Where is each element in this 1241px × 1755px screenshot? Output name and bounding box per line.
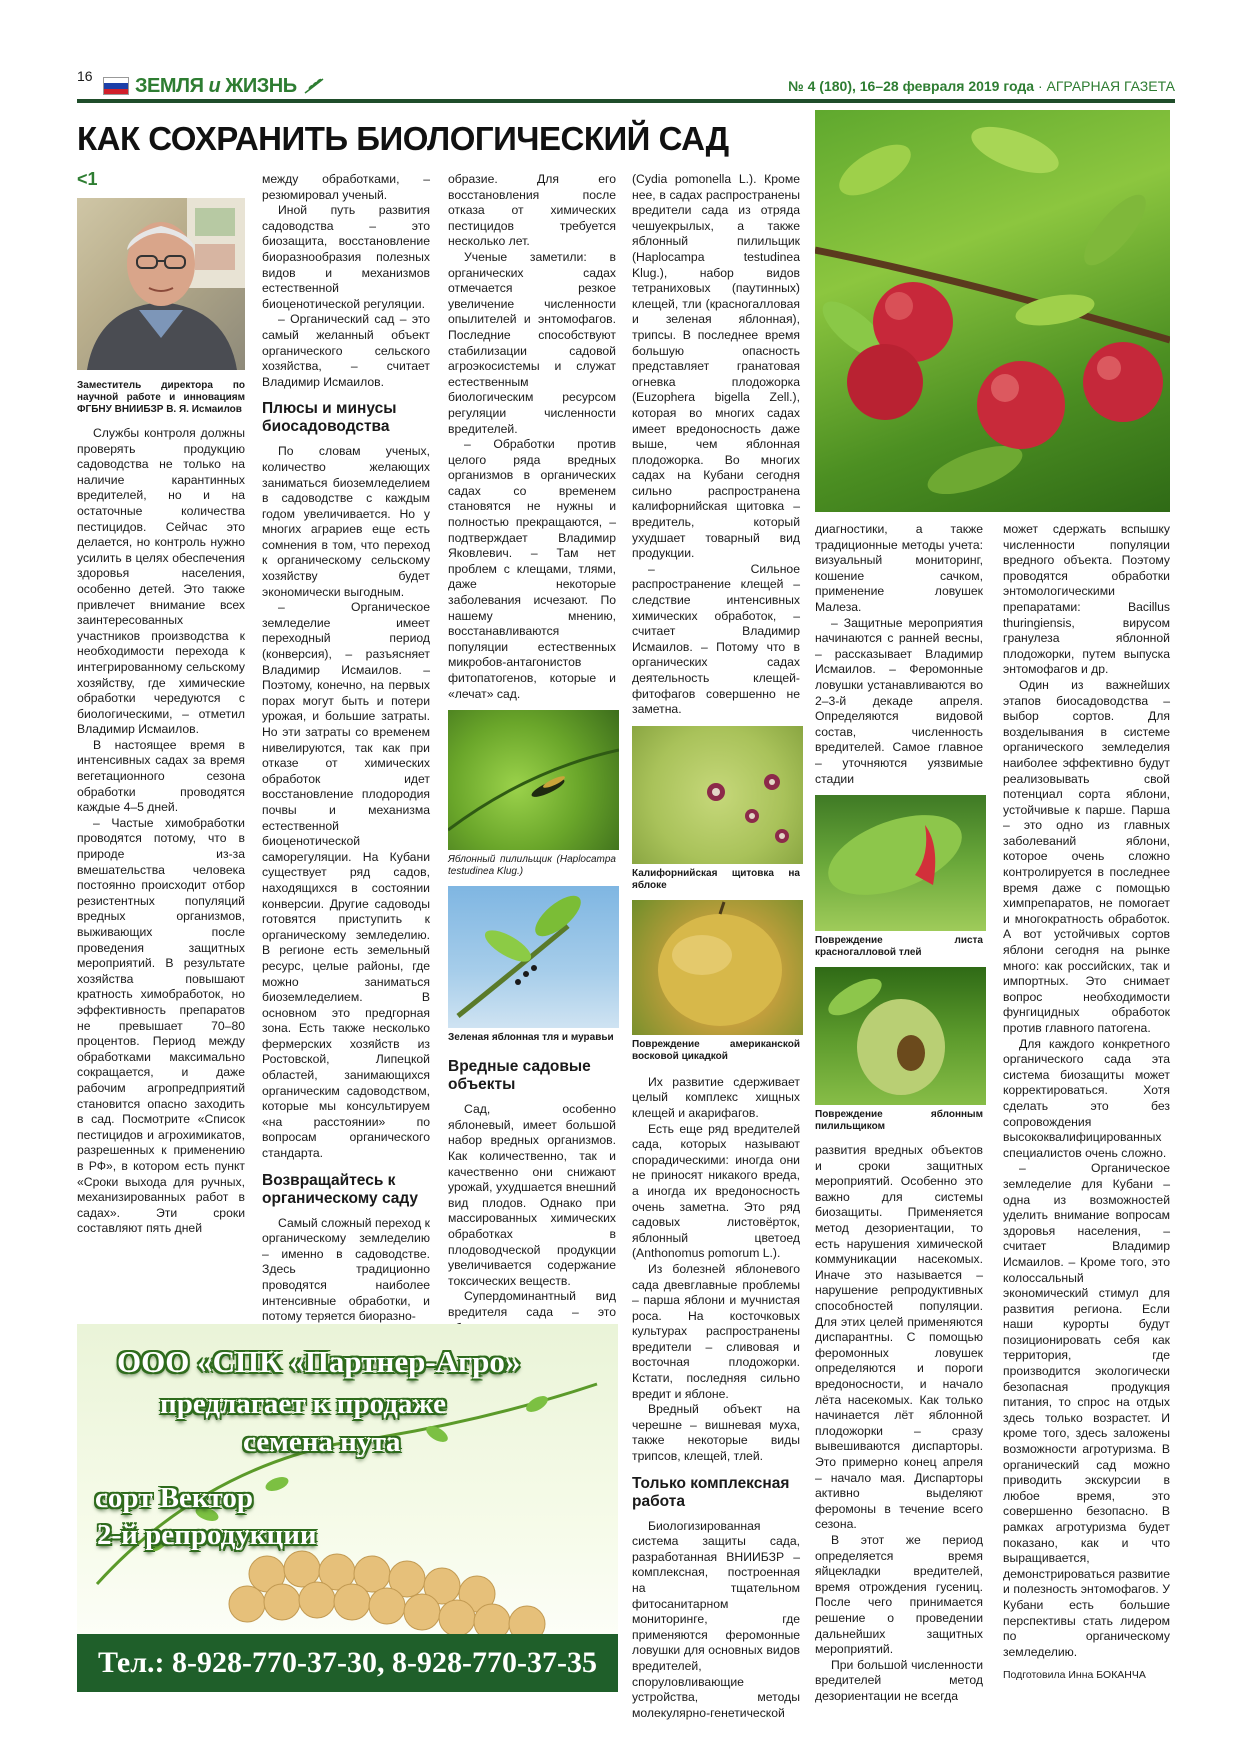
paragraph: – Частые химобработки проводятся потому, что в природе из-за вмешательства человека постоянно происходит отбор резистентных популяций вредных организмов, выживающих после проведения защитных мероприятий. В результате хозяйства повышают кратность химобработок, но эффективность препаратов не превышает 70–80 процентов. Период между обработками максимально сокращается, и даже рабочим агропредприятий становится опасно заходить в сад. Посмотрите «Список пестицидов и агрохимикатов, разрешенных к применению в РФ», в котором есть пункт «Сроки выхода для ручных, механизированных работ в садах». Эти сроки составляют пять дней [77, 815, 245, 1236]
portrait-illustration [77, 198, 245, 370]
paragraph: – Органический сад – это самый желанный объект органического сельского хозяйства, – считает Владимир Исмаилов. [262, 312, 430, 389]
apple-tree-photo [815, 110, 1170, 512]
photo-caption: Повреждение яблонным пилильщиком [815, 1109, 983, 1133]
ad-company-name: ООО «СПК «Партнер-Агро» [117, 1344, 521, 1379]
paragraph: Ученые заметили: в органических садах отмечается резкое увеличение численности опылителей и энтомофагов. Последние способствуют стабилизации садовой агроэкосистемы и служат естественным биологическим ресурсом регуляции численности вредителей. [448, 249, 616, 436]
continued-marker: <1 [77, 169, 98, 189]
paragraph: между обработками, – резюмировал ученый. [262, 172, 430, 202]
paragraph: Иной путь развития садоводства – это биозащита, восстановление биоразнообразия полезных видов и механизмов естественной биоценотической регуляции. [262, 203, 430, 311]
column-3 [448, 172, 616, 1336]
ad-offer: предлагает к продаже [160, 1388, 446, 1420]
ad-variety: сорт Вектор [95, 1482, 254, 1514]
photo-caption: Повреждение американской восковой цикадкой [632, 1038, 800, 1062]
photo-fruit-damage [815, 967, 986, 1105]
paragraph: образие. Для его восстановления после отказа от химических пестицидов требуется несколько лет. [448, 172, 616, 249]
paragraph: Их развитие сдерживает целый комплекс хищных клещей и акарифагов. [632, 1074, 800, 1120]
column-4 [632, 172, 800, 1721]
photo-scale-insect [632, 726, 803, 864]
ad-phone-numbers[interactable]: Тел.: 8-928-770-37-30, 8-928-770-37-35 [77, 1634, 618, 1692]
paragraph: Самый сложный переход к органическому земледелию – именно в садоводстве. Здесь традиционно проводятся наиболее интенсивные обработки, и потому теряется биоразно- [262, 1215, 430, 1324]
photo-sawfly [448, 710, 619, 850]
paragraph: При большой численности вредителей метод дезориентации не всегда [815, 1657, 983, 1703]
page-number: 16 [77, 68, 93, 84]
photo-leaf-damage [815, 795, 986, 931]
ad-product: семена нута [243, 1426, 401, 1458]
photo-caption: Повреждение листа красногалловой тлей [815, 935, 983, 959]
paragraph: Супердоминантный вид вредителя сада – это [448, 1289, 616, 1319]
paragraph: может сдержать вспышку численности популяции вредного объекта. Поэтому проводятся обработки энтомологическими препаратами: Bacillus thuringiensis, вирусом гранулеза яблонной плодожорки, путем выпуска энтомофагов и др. [1003, 522, 1170, 677]
column-2 [262, 172, 430, 1325]
paragraph: Для каждого конкретного органического сада эта система биозащиты может корректироваться. Хотя сделать это без сопровождения высококвалифицированных специалистов очень сложно. [1003, 1036, 1170, 1160]
logo-text: ЗЕМЛЯ и ЖИЗНЬ [135, 74, 297, 97]
photo-caption: Яблонный пилильщик (Haplocampa testudinea Klug.) [448, 854, 616, 878]
column-1 [77, 198, 245, 1237]
paragraph: Один из важнейших этапов биосадоводства – выбор сортов. Для возделывания в системе органического земледелия наиболее эффективно будут реализовывать свой потенциал сорта яблони, устойчивые к парше. Парша – это одно из главных заболеваний яблони, которое очень сложно контролируется в последнее время даже с помощью химпрепаратов, не помогает и многократность обработок. А вот устойчивых сортов яблони сегодня на рынке много: как российских, так и импортных. Это снимает вопрос необходимости фунгицидных обработок против главного патогена. [1003, 677, 1170, 1035]
paragraph: – Защитные мероприятия начинаются с ранней весны, – рассказывает Владимир Исмаилов. – Феромонные ловушки устанавливаются во 2–3-й декаде апреля. Определяются видовой состав, численность вредителей. Самое главное – уточняются уязвимые стадии [815, 615, 983, 786]
paragraph: Службы контроля должны проверять продукцию садоводства не только на наличие карантинных вредителей, но и на остаточные количества пестицидов. Сейчас это делается, но контроль нужно усилить в целях обеспечения здоровья населения, особенно детей. Это также привлечет внимание всех заинтересованных участников производства к необходимости перехода к интегрированному сельскому хозяйству, где химические обработки чередуются с биологическими, – отметил Владимир Исмаилов. [77, 426, 245, 737]
header-rule [77, 99, 1175, 103]
russian-flag-icon [103, 77, 129, 95]
portrait-caption: Заместитель директора по научной работе и инновациям ФГБНУ ВНИИБЗР В. Я. Исмаилов [77, 380, 245, 415]
photo-caption: Зеленая яблонная тля и муравьи [448, 1032, 614, 1044]
paragraph: По словам ученых, количество желающих заниматься биоземледелием в садоводстве с каждым годом увеличивается. Но у многих аграриев еще есть сомнения в том, что переход к органическому сельскому хозяйству будет экономически выгодным. [262, 444, 430, 599]
column-6 [1003, 522, 1170, 1684]
subheading: Плюсы и минусы биосадоводства [262, 400, 397, 436]
subheading: Возвращайтесь к органическому саду [262, 1171, 419, 1207]
paragraph: Сад, особенно яблоневый, имеет большой набор вредных организмов. Как количественно, так и качественно они снижают урожай, ухудшается внешний вид плодов. Однако при массированных химических обработках в плодоводческой продукции увеличивается содержание токсических веществ. [448, 1102, 616, 1288]
column-5 [815, 522, 983, 1704]
paragraph: диагностики, а также традиционные методы учета: визуальный мониторинг, кошение сачком, применение ловушек Малеза. [815, 522, 983, 614]
paragraph: Вредный объект на черешне – вишневая муха, также некоторые виды трипсов, клещей, тлей. [632, 1402, 800, 1464]
photo-aphid [448, 886, 619, 1028]
article-headline: КАК СОХРАНИТЬ БИОЛОГИЧЕСКИЙ САД [77, 120, 729, 157]
wheat-icon [303, 77, 325, 95]
photo-waxy-leafhopper [632, 900, 803, 1035]
portrait-photo [77, 198, 245, 370]
scale-insect-illustration [632, 726, 803, 864]
paragraph: – Органическое земледелие для Кубани – одна из возможностей уделить внимание вопросам здоровья населения, – считает Владимир Исмаилов. – Кроме того, это колоссальный экономический стимул для развития региона. Если наши курорты будут позиционировать себя как территория, где производится экологически безопасная продукция питания, то спрос на отдых здесь только возрастет. И кроме того, здесь заложены возможности агротуризма. В органический сад можно приводить экскурсии в любое время, это совершенно безопасно. В рамках агротуризма будет показано, как и что выращивается, демонстрироваться развитие и полезность энтомофагов. У Кубани есть большие перспективы стать лидером по органическому земледелию. [1003, 1161, 1170, 1659]
subheading: Вредные садовые объекты [448, 1058, 591, 1094]
photo-caption: Калифорнийская щитовка на яблоке [632, 867, 800, 891]
chickpea-advertisement [77, 1324, 618, 1692]
paragraph: – Обработки против целого ряда вредных организмов в органических садах со временем становятся не нужны и полностью прекращаются, – подтверждает Владимир Яковлевич. – Там нет проблем с клещами, тлями, даже некоторые заболевания исчезают. По нашему мнению, восстанавливаются популяции естественных микробов-антагонистов фитопатогенов, которые и «лечат» сад. [448, 437, 616, 701]
apple-tree-illustration [815, 110, 1170, 512]
paragraph: В этот же период определяется время яйцекладки вредителей, время отрождения гусениц. После чего принимается решение о проведении дальнейших защитных мероприятий. [815, 1532, 983, 1657]
sawfly-illustration [448, 710, 619, 850]
paragraph: – Сильное распространение клещей – следствие интенсивных химических обработок, – считает Владимир Исмаилов. – Потому что в органических садах деятельность клещей-фитофагов совершенно не заметна. [632, 561, 800, 717]
paragraph: – Органическое земледелие имеет переходный период (конверсия), – разъясняет Владимир Исмаилов. – Поэтому, конечно, на первых порах могут быть и потери урожая, и большие затраты. Но эти затраты со временем нивелируются, так как при отказе от химических обработок идет восстановление плодородия почвы и механизма естественной биоценотической саморегуляции. На Кубани существует ряд садов, находящихся в состоянии конверсии. Другие садоводы готовятся приступить к органическому земледелию. В регионе есть земельный ресурс, целые районы, где можно заниматься биоземледелием. В основном это предгорная зона. Есть также несколько фермерских хозяйств из Ростовской, Липецкой областей, занимающихся органическим садоводством, которые мы консультируем «на расстоянии» по вопросам органического стандарта. [262, 600, 430, 1161]
newspaper-logo [103, 74, 325, 98]
issue-info: № 4 (180), 16–28 февраля 2019 года · АГРАРНАЯ ГАЗЕТА [788, 78, 1175, 94]
subheading: Только комплексная работа [632, 1474, 790, 1510]
fruit-damage-illustration [815, 967, 986, 1105]
paragraph: развития вредных объектов и сроки защитных мероприятий. Особенно это важно для системы биозащиты. Применяется метод дезориентации, то есть нарушения химической коммуникации насекомых. Иначе это называется – нарушение репродуктивных способностей популяции. Для этих целей применяются диспарантны. С помощью феромонных ловушек определяются и пороги вредоносности, и начало лёта насекомых. Как только начинается лёт яблонной плодожорки – сразу вывешиваются диспарторы. Это примерно конец апреля – начало мая. Диспарторы активно выделяют феромоны в течение всего сезона. [815, 1143, 983, 1532]
aphid-illustration [448, 886, 619, 1028]
paragraph: В настоящее время в интенсивных садах за время вегетационного сезона обработки проводятся каждые 4–5 дней. [77, 737, 245, 815]
paragraph: Из болезней яблоневого сада двевглавные проблемы – парша яблони и мучнистая роса. На косточковых культурах распространены вредители – сливовая и восточная плодожорки. Кстати, последняя сильно вредит и яблоне. [632, 1261, 800, 1401]
apple-damage-illustration [632, 900, 803, 1035]
paragraph: Есть еще ряд вредителей сада, которых называют спорадическими: иногда они не приносят никакого вреда, а иногда их вредоносность очень заметна. Это ряд садовых листовёрток, яблонный цветоед (Anthonomus pomorum L.). [632, 1121, 800, 1261]
paragraph: Биологизированная система защиты сада, разработанная ВНИИБЗР – комплексная, построенная на тщательном фитосанитарном мониторинге, где применяются феромонные ловушки для основных видов вредителей, споруловливающие устройства, методы молекулярно-генетической [632, 1518, 800, 1720]
ad-reproduction: 2-й репродукции [97, 1519, 317, 1551]
author-signature: Подготовила Инна БОКАНЧА [1003, 1669, 1146, 1682]
paragraph: (Cydia pomonella L.). Кроме нее, в садах распространены вредители сада из отряда чешуекрылых, а также яблонный пилильщик (Haplocampa testudinea Klug.), набор видов тетраниховых (паутинных) клещей, тли (красногалловая и зеленая яблонная), трипсы. В последнее время большую опасность представляет гранатовая огневка плодожорка (Euzophera bigella Zell.), которая во многих садах имеет вредоносность даже выше, чем яблонная плодожорка. Во многих садах на Кубани сегодня сильно распространена калифорнийская щитовка – вредитель, который ухудшает товарный вид продукции. [632, 172, 800, 561]
leaf-gall-illustration [815, 795, 986, 931]
